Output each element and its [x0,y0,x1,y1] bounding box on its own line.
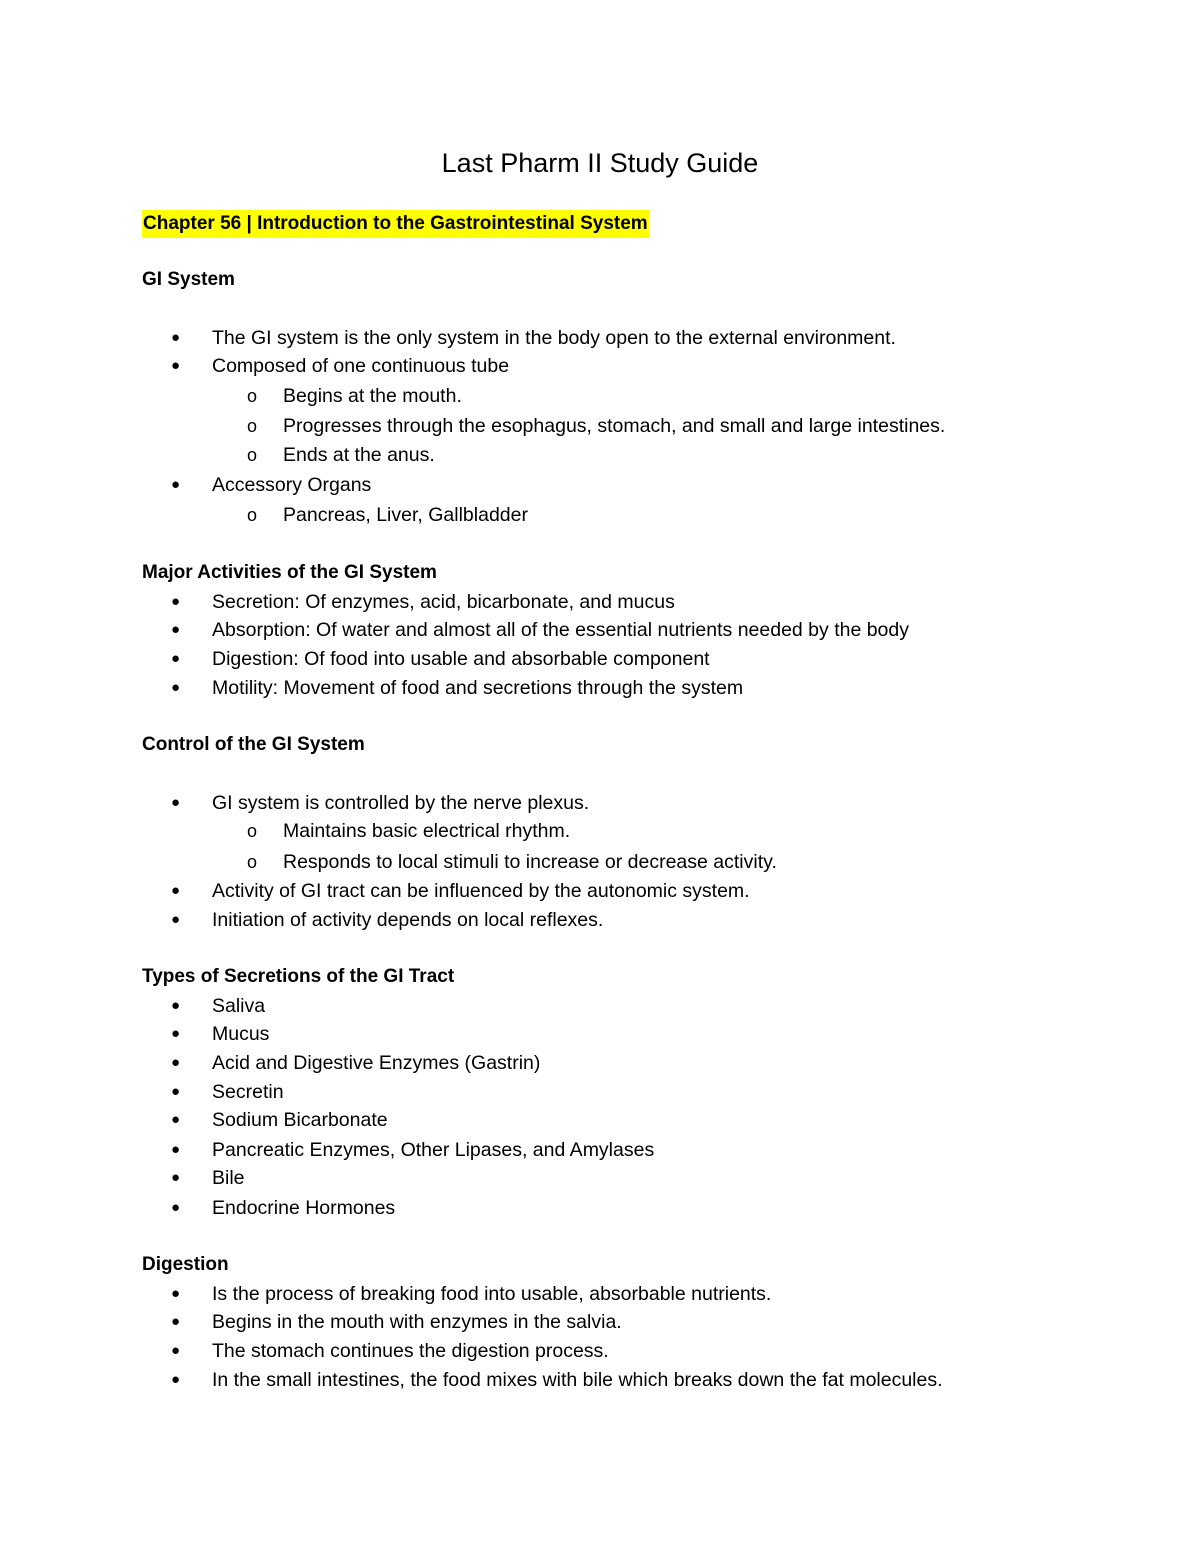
bullet-icon: ● [171,1111,181,1128]
list-item: ● Acid and Digestive Enzymes (Gastrin) [212,1049,540,1077]
bullet-icon: ● [171,882,181,899]
sub-list-item: o Maintains basic electrical rhythm. [283,817,570,845]
bullet-icon: ● [171,650,181,667]
bullet-icon: ● [171,1285,181,1302]
section-heading-gi-system: GI System [142,269,235,290]
bullet-icon: ● [171,1199,181,1216]
bullet-icon: ● [171,911,181,928]
sub-bullet-icon: o [247,852,258,872]
bullet-icon: ● [171,593,181,610]
sub-list-item: o Pancreas, Liver, Gallbladder [283,501,528,529]
sub-bullet-icon: o [247,416,258,436]
bullet-icon: ● [171,1054,181,1071]
bullet-icon: ● [171,329,181,346]
bullet-icon: ● [171,1025,181,1042]
list-item: ● Secretion: Of enzymes, acid, bicarbonate, and mucus [212,588,675,616]
list-item: ● Mucus [212,1020,269,1048]
list-item: ● GI system is controlled by the nerve plexus. [212,789,589,817]
sub-list-item: o Progresses through the esophagus, stomach, and small and large intestines. [283,412,945,440]
bullet-icon: ● [171,997,181,1014]
list-item: ● Secretin [212,1078,284,1106]
list-item: ● Absorption: Of water and almost all of the essential nutrients needed by the body [212,616,909,644]
list-item: ● Begins in the mouth with enzymes in the salvia. [212,1308,622,1336]
list-item: ● Accessory Organs [212,471,371,499]
sub-list-item: o Ends at the anus. [283,441,435,469]
sub-list-item: o Responds to local stimuli to increase or decrease activity. [283,848,777,876]
bullet-icon: ● [171,1371,181,1388]
section-heading-digestion: Digestion [142,1254,229,1275]
list-item: ● Saliva [212,992,265,1020]
list-item: ● Pancreatic Enzymes, Other Lipases, and Amylases [212,1136,654,1164]
document-title: Last Pharm II Study Guide [441,148,759,178]
bullet-icon: ● [171,621,181,638]
bullet-icon: ● [171,1342,181,1359]
list-item: ● The GI system is the only system in the body open to the external environment. [212,324,896,352]
list-item: ● Digestion: Of food into usable and absorbable component [212,645,710,673]
section-heading-secretions: Types of Secretions of the GI Tract [142,966,455,987]
list-item: ● In the small intestines, the food mixes with bile which breaks down the fat molecules. [212,1366,943,1394]
bullet-icon: ● [171,1169,181,1186]
list-item: ● Activity of GI tract can be influenced by the autonomic system. [212,877,750,905]
list-item: ● Motility: Movement of food and secretions through the system [212,674,743,702]
bullet-icon: ● [171,1313,181,1330]
sub-bullet-icon: o [247,445,258,465]
sub-bullet-icon: o [247,386,258,406]
list-item: ● Endocrine Hormones [212,1194,395,1222]
list-item: ● Sodium Bicarbonate [212,1106,388,1134]
sub-bullet-icon: o [247,505,258,525]
list-item: ● Bile [212,1164,245,1192]
bullet-icon: ● [171,1141,181,1158]
list-item: ● The stomach continues the digestion process. [212,1337,609,1365]
sub-bullet-icon: o [247,821,258,841]
list-item: ● Initiation of activity depends on local reflexes. [212,906,603,934]
bullet-icon: ● [171,679,181,696]
bullet-icon: ● [171,1083,181,1100]
section-heading-control: Control of the GI System [142,734,365,755]
section-heading-major-activities: Major Activities of the GI System [142,562,437,583]
chapter-heading: Chapter 56 | Introduction to the Gastrointestinal System [142,210,649,238]
bullet-icon: ● [171,357,181,374]
sub-list-item: o Begins at the mouth. [283,382,462,410]
list-item: ● Composed of one continuous tube [212,352,509,380]
bullet-icon: ● [171,476,181,493]
list-item: ● Is the process of breaking food into usable, absorbable nutrients. [212,1280,771,1308]
bullet-icon: ● [171,794,181,811]
